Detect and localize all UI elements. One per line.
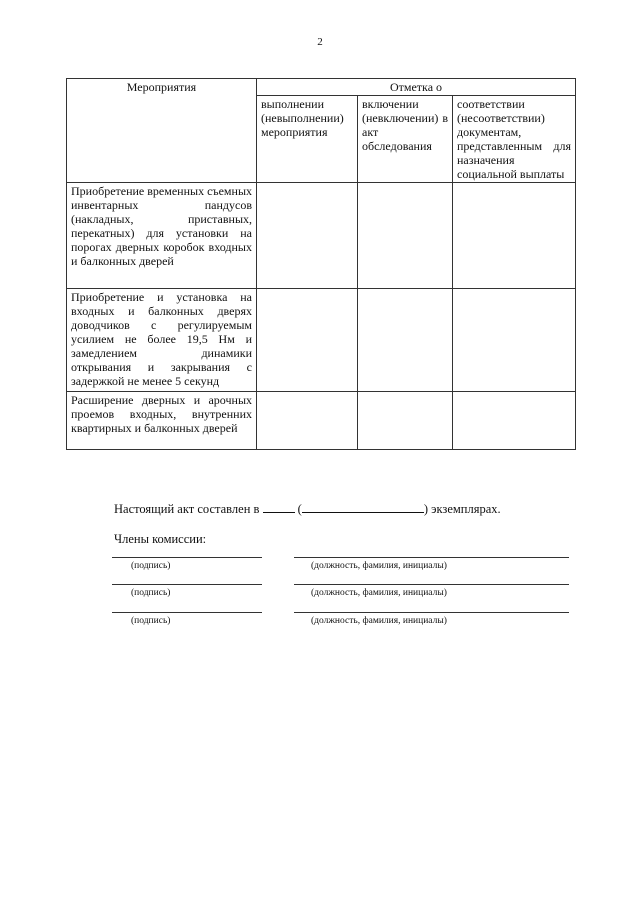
header-mark: Отметка о [257, 79, 576, 96]
inspection-table [66, 78, 576, 450]
page-number: 2 [317, 36, 323, 48]
signature-line [112, 612, 262, 613]
table-row [67, 289, 576, 392]
table-header-row [67, 79, 576, 96]
activity-cell: Расширение дверных и арочных проемов входных, внутренних квартирных и балконных дверей [67, 392, 257, 450]
table-row [67, 183, 576, 289]
header-compliance: соответствии (несоответствии) документам, представленным для назначения социальной выплаты [453, 96, 576, 183]
signature-line [112, 557, 262, 558]
table-row [67, 392, 576, 450]
copies-number-blank [263, 500, 295, 513]
copies-suffix: ) экземплярах. [423, 502, 501, 516]
copies-prefix: Настоящий акт составлен в [114, 502, 260, 516]
inclusion-cell [358, 289, 453, 392]
copies-open-paren: ( [297, 502, 302, 516]
signature-caption: (подпись) [131, 616, 171, 626]
signature-line [112, 584, 262, 585]
copies-statement [114, 500, 501, 517]
header-completion: выполнении (невыполнении) мероприятия [257, 96, 358, 183]
header-inclusion: включении (невключении) в акт обследования [358, 96, 453, 183]
name-caption: (должность, фамилия, инициалы) [311, 588, 447, 598]
name-line [294, 584, 569, 585]
name-caption: (должность, фамилия, инициалы) [311, 616, 447, 626]
completion-cell [257, 183, 358, 289]
completion-cell [257, 392, 358, 450]
name-caption: (должность, фамилия, инициалы) [311, 561, 447, 571]
inclusion-cell [358, 392, 453, 450]
signature-caption: (подпись) [131, 588, 171, 598]
inclusion-cell [358, 183, 453, 289]
activity-cell: Приобретение и установка на входных и балконных дверях доводчиков с регулируемым усилием не более 19,5 Нм и замедлением динамики открывания и закрывания с задержкой не менее 5 секунд [67, 289, 257, 392]
compliance-cell [453, 183, 576, 289]
name-line [294, 557, 569, 558]
signature-caption: (подпись) [131, 561, 171, 571]
compliance-cell [453, 289, 576, 392]
name-line [294, 612, 569, 613]
activity-cell: Приобретение временных съемных инвентарных пандусов (накладных, приставных, перекатных) для установки на порогах дверных коробок входных и балконных дверей [67, 183, 257, 289]
header-activities: Мероприятия [67, 79, 257, 183]
commission-members-label: Члены комиссии: [114, 532, 207, 546]
copies-words-blank [302, 500, 424, 513]
completion-cell [257, 289, 358, 392]
compliance-cell [453, 392, 576, 450]
